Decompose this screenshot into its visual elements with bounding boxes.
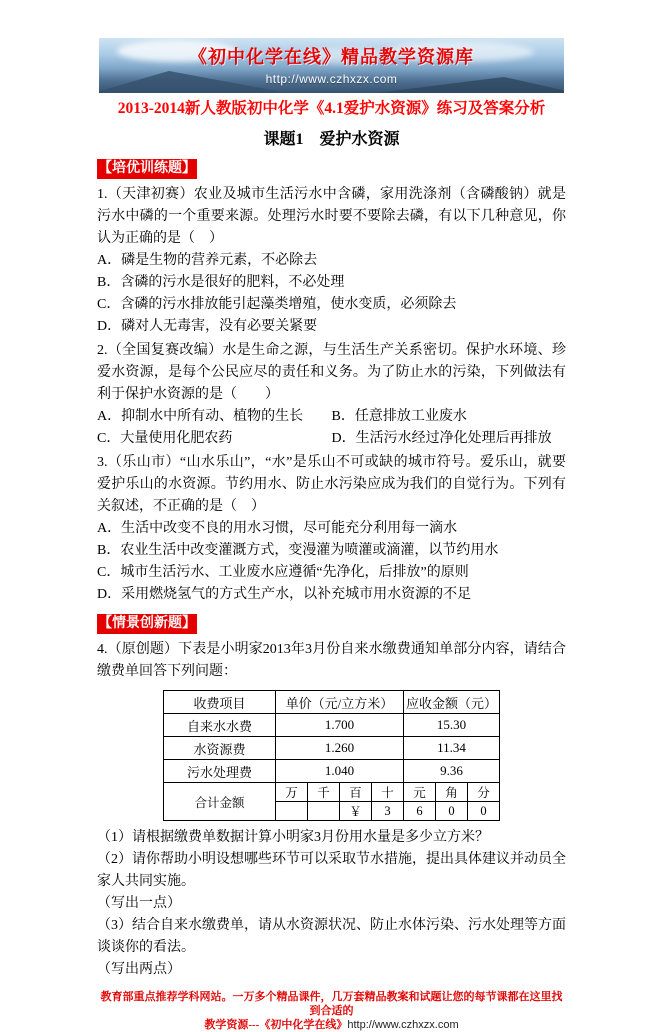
question-3-stem: 3.（乐山市）“山水乐山”，“水”是乐山不可或缺的城市符号。爱乐山，就要爱护乐山的水资源。节约用水、防止水污染应成为我们的自觉行为。下列有关叙述，不正确的是（ ） (97, 455, 566, 514)
document-title: 2013-2014新人教版初中化学《4.1爱护水资源》练习及答案分析 (117, 100, 546, 117)
digit-value-yuan: 6 (403, 802, 435, 821)
section-label-scenario: 【情景创新题】 (97, 614, 197, 634)
digit-value-wan (275, 802, 307, 821)
table-header-amount: 应收金额（元） (403, 691, 499, 714)
digit-value-qian (307, 802, 339, 821)
digit-header-fen: 分 (467, 783, 499, 802)
question-2-option-row-1 (97, 406, 566, 428)
subquestion-3-hint: （写出两点） (97, 962, 181, 977)
question-1-option-c: C．含磷的污水排放能引起藻类增殖，使水变质，必须除去 (97, 297, 457, 312)
table-cell-price: 1.260 (275, 737, 403, 760)
subquestion-1: （1）请根据缴费单数据计算小明家3月份用水量是多少立方米？ (97, 830, 489, 845)
table-row-total-digit-headers (163, 783, 499, 802)
table-cell-item: 污水处理费 (163, 760, 275, 783)
table-row-resource-fee (163, 737, 499, 760)
question-3-option-d: D．采用燃烧氢气的方式生产水，以补充城市用水资源的不足 (97, 587, 472, 602)
water-fee-table (163, 690, 500, 821)
question-1-option-d: D．磷对人无毒害，没有必要关紧要 (97, 319, 318, 334)
site-banner (99, 38, 564, 93)
table-cell-item: 水资源费 (163, 737, 275, 760)
question-2-option-a: A．抑制水中所有动、植物的生长 (97, 409, 304, 424)
digit-header-jiao: 角 (435, 783, 467, 802)
footer-line-2: 教学资源---《初中化学在线》 (204, 1019, 348, 1031)
digit-header-yuan: 元 (403, 783, 435, 802)
digit-value-bai: ￥ (339, 802, 371, 821)
question-2-stem: 2.（全国复赛改编）水是生命之源，与生活生产关系密切。保护水环境、珍爱水资源，是每个公民应尽的责任和义务。为了防止水的污染，下列做法有利于保护水资源的是（ ） (97, 343, 566, 402)
table-row-sewage-fee (163, 760, 499, 783)
banner-site-title: 《初中化学在线》精品教学资源库 (189, 47, 474, 67)
section-label-training: 【培优训练题】 (97, 159, 197, 179)
footer-line-1: 教育部重点推荐学科网站。一万多个精品课件，几万套精品教案和试题让您的每节课都在这里找到合适的 (100, 991, 563, 1017)
question-2-option-d: D．生活污水经过净化处理后再排放 (331, 431, 552, 446)
lesson-title: 课题1 爱护水资源 (263, 131, 400, 148)
digit-header-shi: 十 (371, 783, 403, 802)
question-3-option-c: C．城市生活污水、工业废水应遵循“先净化，后排放”的原则 (97, 565, 469, 580)
banner-site-url[interactable]: http://www.czhxzx.com (265, 72, 398, 86)
table-header-item: 收费项目 (163, 691, 275, 714)
question-3-option-a: A．生活中改变不良的用水习惯，尽可能充分利用每一滴水 (97, 521, 458, 536)
digit-value-fen: 0 (467, 802, 499, 821)
table-cell-price: 1.700 (275, 714, 403, 737)
question-3-option-b: B．农业生活中改变灌溉方式，变漫灌为喷灌或滴灌，以节约用水 (97, 543, 499, 558)
table-cell-item: 自来水水费 (163, 714, 275, 737)
digit-value-jiao: 0 (435, 802, 467, 821)
subquestion-3: （3）结合自来水缴费单，请从水资源状况、防止水体污染、污水处理等方面谈谈你的看法。 (97, 918, 566, 955)
footer-site-url[interactable]: http://www.czhxzx.com (347, 1019, 459, 1031)
table-cell-total-label: 合计金额 (163, 783, 275, 821)
digit-header-wan: 万 (275, 783, 307, 802)
page-footer (97, 990, 566, 1032)
table-header-unit-price: 单价（元/立方米） (275, 691, 403, 714)
table-cell-amount: 15.30 (403, 714, 499, 737)
question-1-option-a: A．磷是生物的营养元素，不必除去 (97, 253, 318, 268)
table-row-tap-water (163, 714, 499, 737)
question-1-option-b: B．含磷的污水是很好的肥料，不必处理 (97, 275, 345, 290)
table-cell-price: 1.040 (275, 760, 403, 783)
question-2-option-row-2 (97, 428, 566, 450)
subquestion-2: （2）请你帮助小明设想哪些环节可以采取节水措施，提出具体建议并动员全家人共同实施。 (97, 852, 566, 889)
digit-header-bai: 百 (339, 783, 371, 802)
question-2-option-b: B．任意排放工业废水 (331, 409, 467, 424)
table-header-row (163, 691, 499, 714)
digit-value-shi: 3 (371, 802, 403, 821)
question-1-stem: 1.（天津初赛）农业及城市生活污水中含磷，家用洗涤剂（含磷酸钠）就是污水中磷的一个重要来源。处理污水时要不要除去磷，有以下几种意见，你认为正确的是（ ） (97, 187, 566, 246)
table-cell-amount: 11.34 (403, 737, 499, 760)
question-2-option-c: C．大量使用化肥农药 (97, 431, 233, 446)
table-cell-amount: 9.36 (403, 760, 499, 783)
subquestion-2-hint: （写出一点） (97, 896, 181, 911)
digit-header-qian: 千 (307, 783, 339, 802)
question-4-stem: 4.（原创题）下表是小明家2013年3月份自来水缴费通知单部分内容，请结合缴费单回答下列问题： (97, 642, 566, 679)
